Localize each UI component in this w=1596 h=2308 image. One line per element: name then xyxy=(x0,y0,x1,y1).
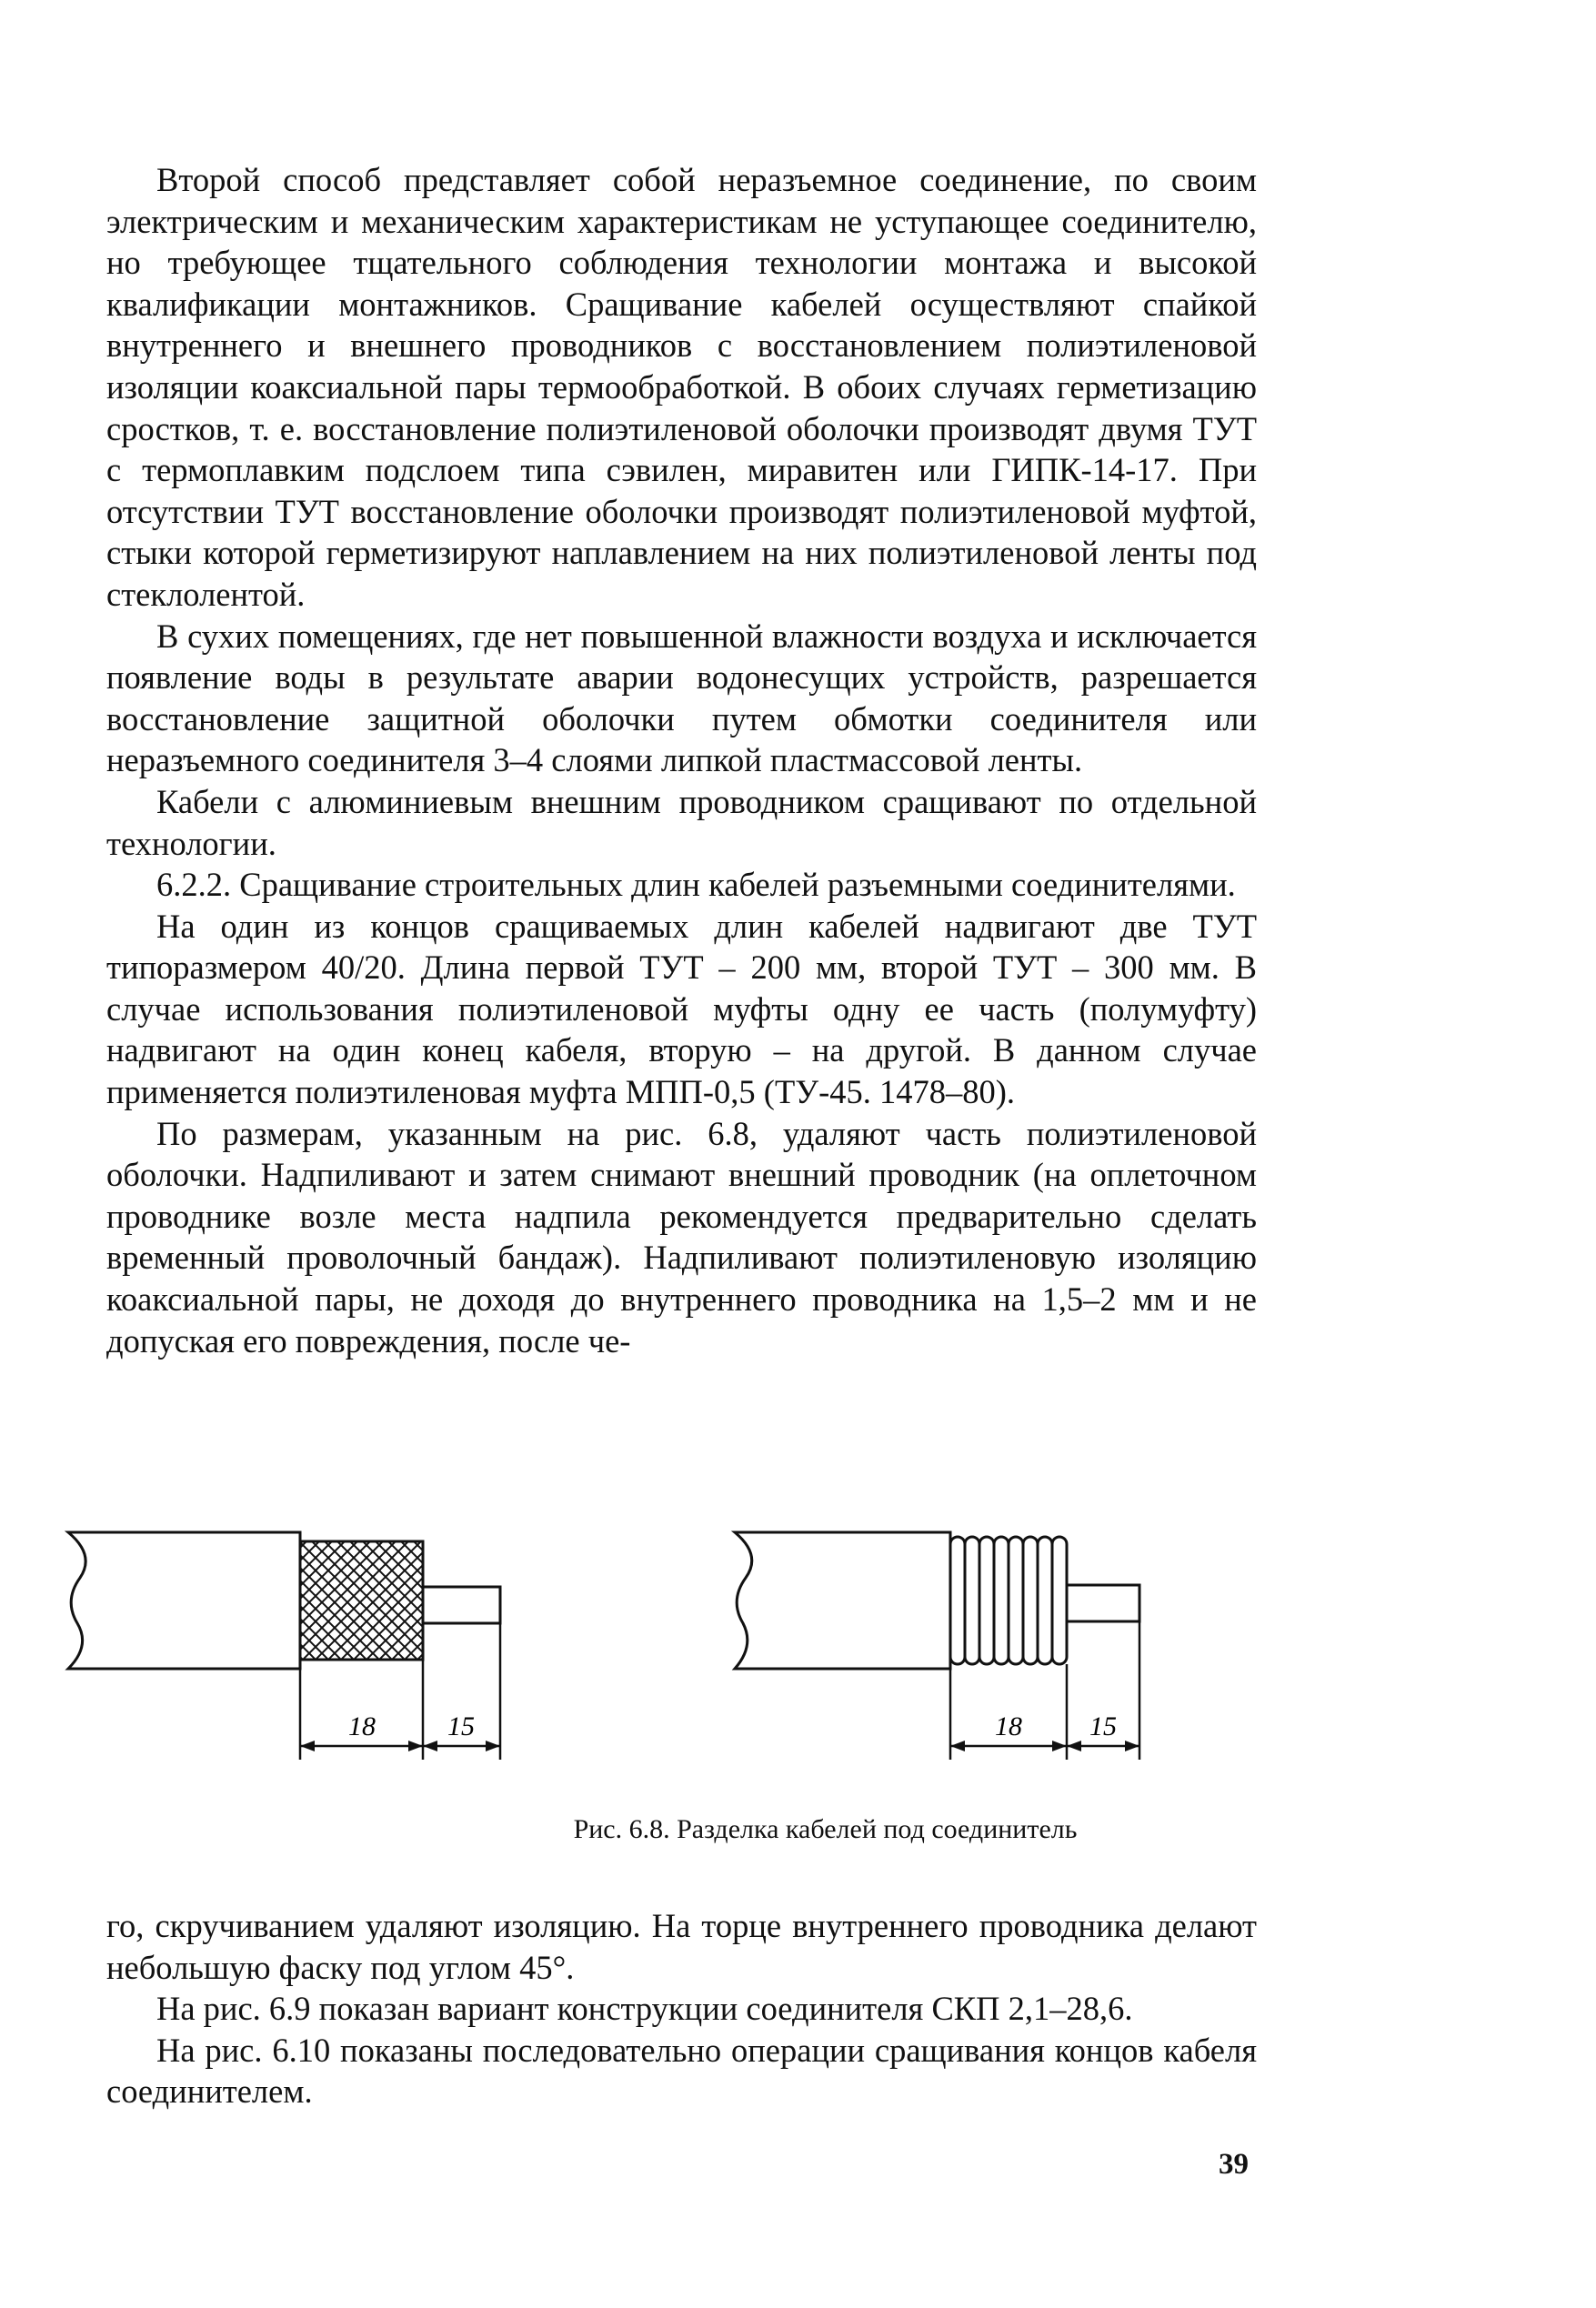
dimension-label: 18 xyxy=(995,1711,1022,1741)
paragraph: По размерам, указанным на рис. 6.8, удаляют часть полиэтиленовой оболочки. Надпиливают и затем снимают внешний проводник (на оплеточном проводнике возле места надпила рекомендуется предварительно сделать временный проволочный бандаж). Надпиливают полиэтиленовую изоляцию коаксиальной пары, не доходя до внутреннего проводника на 1,5–2 мм и не допуская его повреждения, после че- xyxy=(106,1114,1257,1360)
text-block-top xyxy=(106,159,1257,1361)
corrugated-conductor xyxy=(950,1537,1067,1664)
paragraph: На рис. 6.9 показан вариант конструкции соединителя СКП 2,1–28,6. xyxy=(156,1990,1133,2028)
dimension-label: 18 xyxy=(348,1711,376,1741)
figure-drawing xyxy=(55,1500,1255,1810)
figure-cable-stripping xyxy=(55,1500,1255,1846)
paragraph: Второй способ представляет собой неразъемное соединение, по своим электрическим и механическим характеристикам не уступающее соединителю, но требующее тщательного соблюдения технологии монтажа и высокой квалификации монтажников. Сращивание кабелей осуществляют спайкой внутреннего и внешнего проводников с восстановлением полиэтиленовой изоляции коаксиальной пары термообработкой. В обоих случаях герметизацию сростков, т. е. восстановление полиэтиленовой оболочки производят двумя ТУТ с термоплавким подслоем типа сэвилен, миравитен или ГИПК-14-17. При отсутствии ТУТ восстановление оболочки производят полиэтиленовой муфтой, стыки которой герметизируют наплавлением на них полиэтиленовой ленты под стеклолентой. xyxy=(106,161,1257,613)
figure-caption xyxy=(0,1814,1596,1845)
dielectric xyxy=(423,1587,500,1623)
paragraph: Кабели с алюминиевым внешним проводником сращивают по отдельной технологии. xyxy=(106,782,1257,862)
cable-jacket xyxy=(735,1532,950,1669)
page-number: 39 xyxy=(1219,2148,1249,2181)
paragraph: На один из концов сращиваемых длин кабелей надвигают две ТУТ типоразмером 40/20. Длина первой ТУТ – 200 мм, второй ТУТ – 300 мм. В случае использования полиэтиленовой муфты одну ее часть (полумуфту) надвигают на один конец кабеля, вторую – на другой. В данном случае применяется полиэтиленовая муфта МПП-0,5 (ТУ-45. 1478–80). xyxy=(106,907,1257,1111)
text-block-bottom xyxy=(106,1905,1257,2112)
figure-caption-text: Рис. 6.8. Разделка кабелей под соединитель xyxy=(573,1814,1078,1844)
paragraph: На рис. 6.10 показаны последовательно операции сращивания концов кабеля соединителем. xyxy=(106,2031,1257,2111)
dimension-label: 15 xyxy=(447,1711,475,1741)
paragraph: В сухих помещениях, где нет повышенной влажности воздуха и исключается появление воды в результате аварии водонесущих устройств, разрешается восстановление защитной оболочки путем обмотки соединителя или неразъемного соединителя 3–4 слоями липкой пластмассовой ленты. xyxy=(106,617,1257,779)
braided-conductor xyxy=(300,1541,423,1660)
left-cable-drawing xyxy=(68,1532,500,1760)
section-heading-paragraph: 6.2.2. Сращивание строительных длин кабелей разъемными соединителями. xyxy=(156,866,1236,904)
dielectric xyxy=(1067,1585,1139,1621)
right-cable-drawing xyxy=(735,1532,1139,1760)
paragraph: го, скручиванием удаляют изоляцию. На торце внутреннего проводника делают небольшую фаску под углом 45°. xyxy=(106,1907,1257,1986)
dimension-label: 15 xyxy=(1089,1711,1117,1741)
cable-jacket xyxy=(68,1532,300,1669)
